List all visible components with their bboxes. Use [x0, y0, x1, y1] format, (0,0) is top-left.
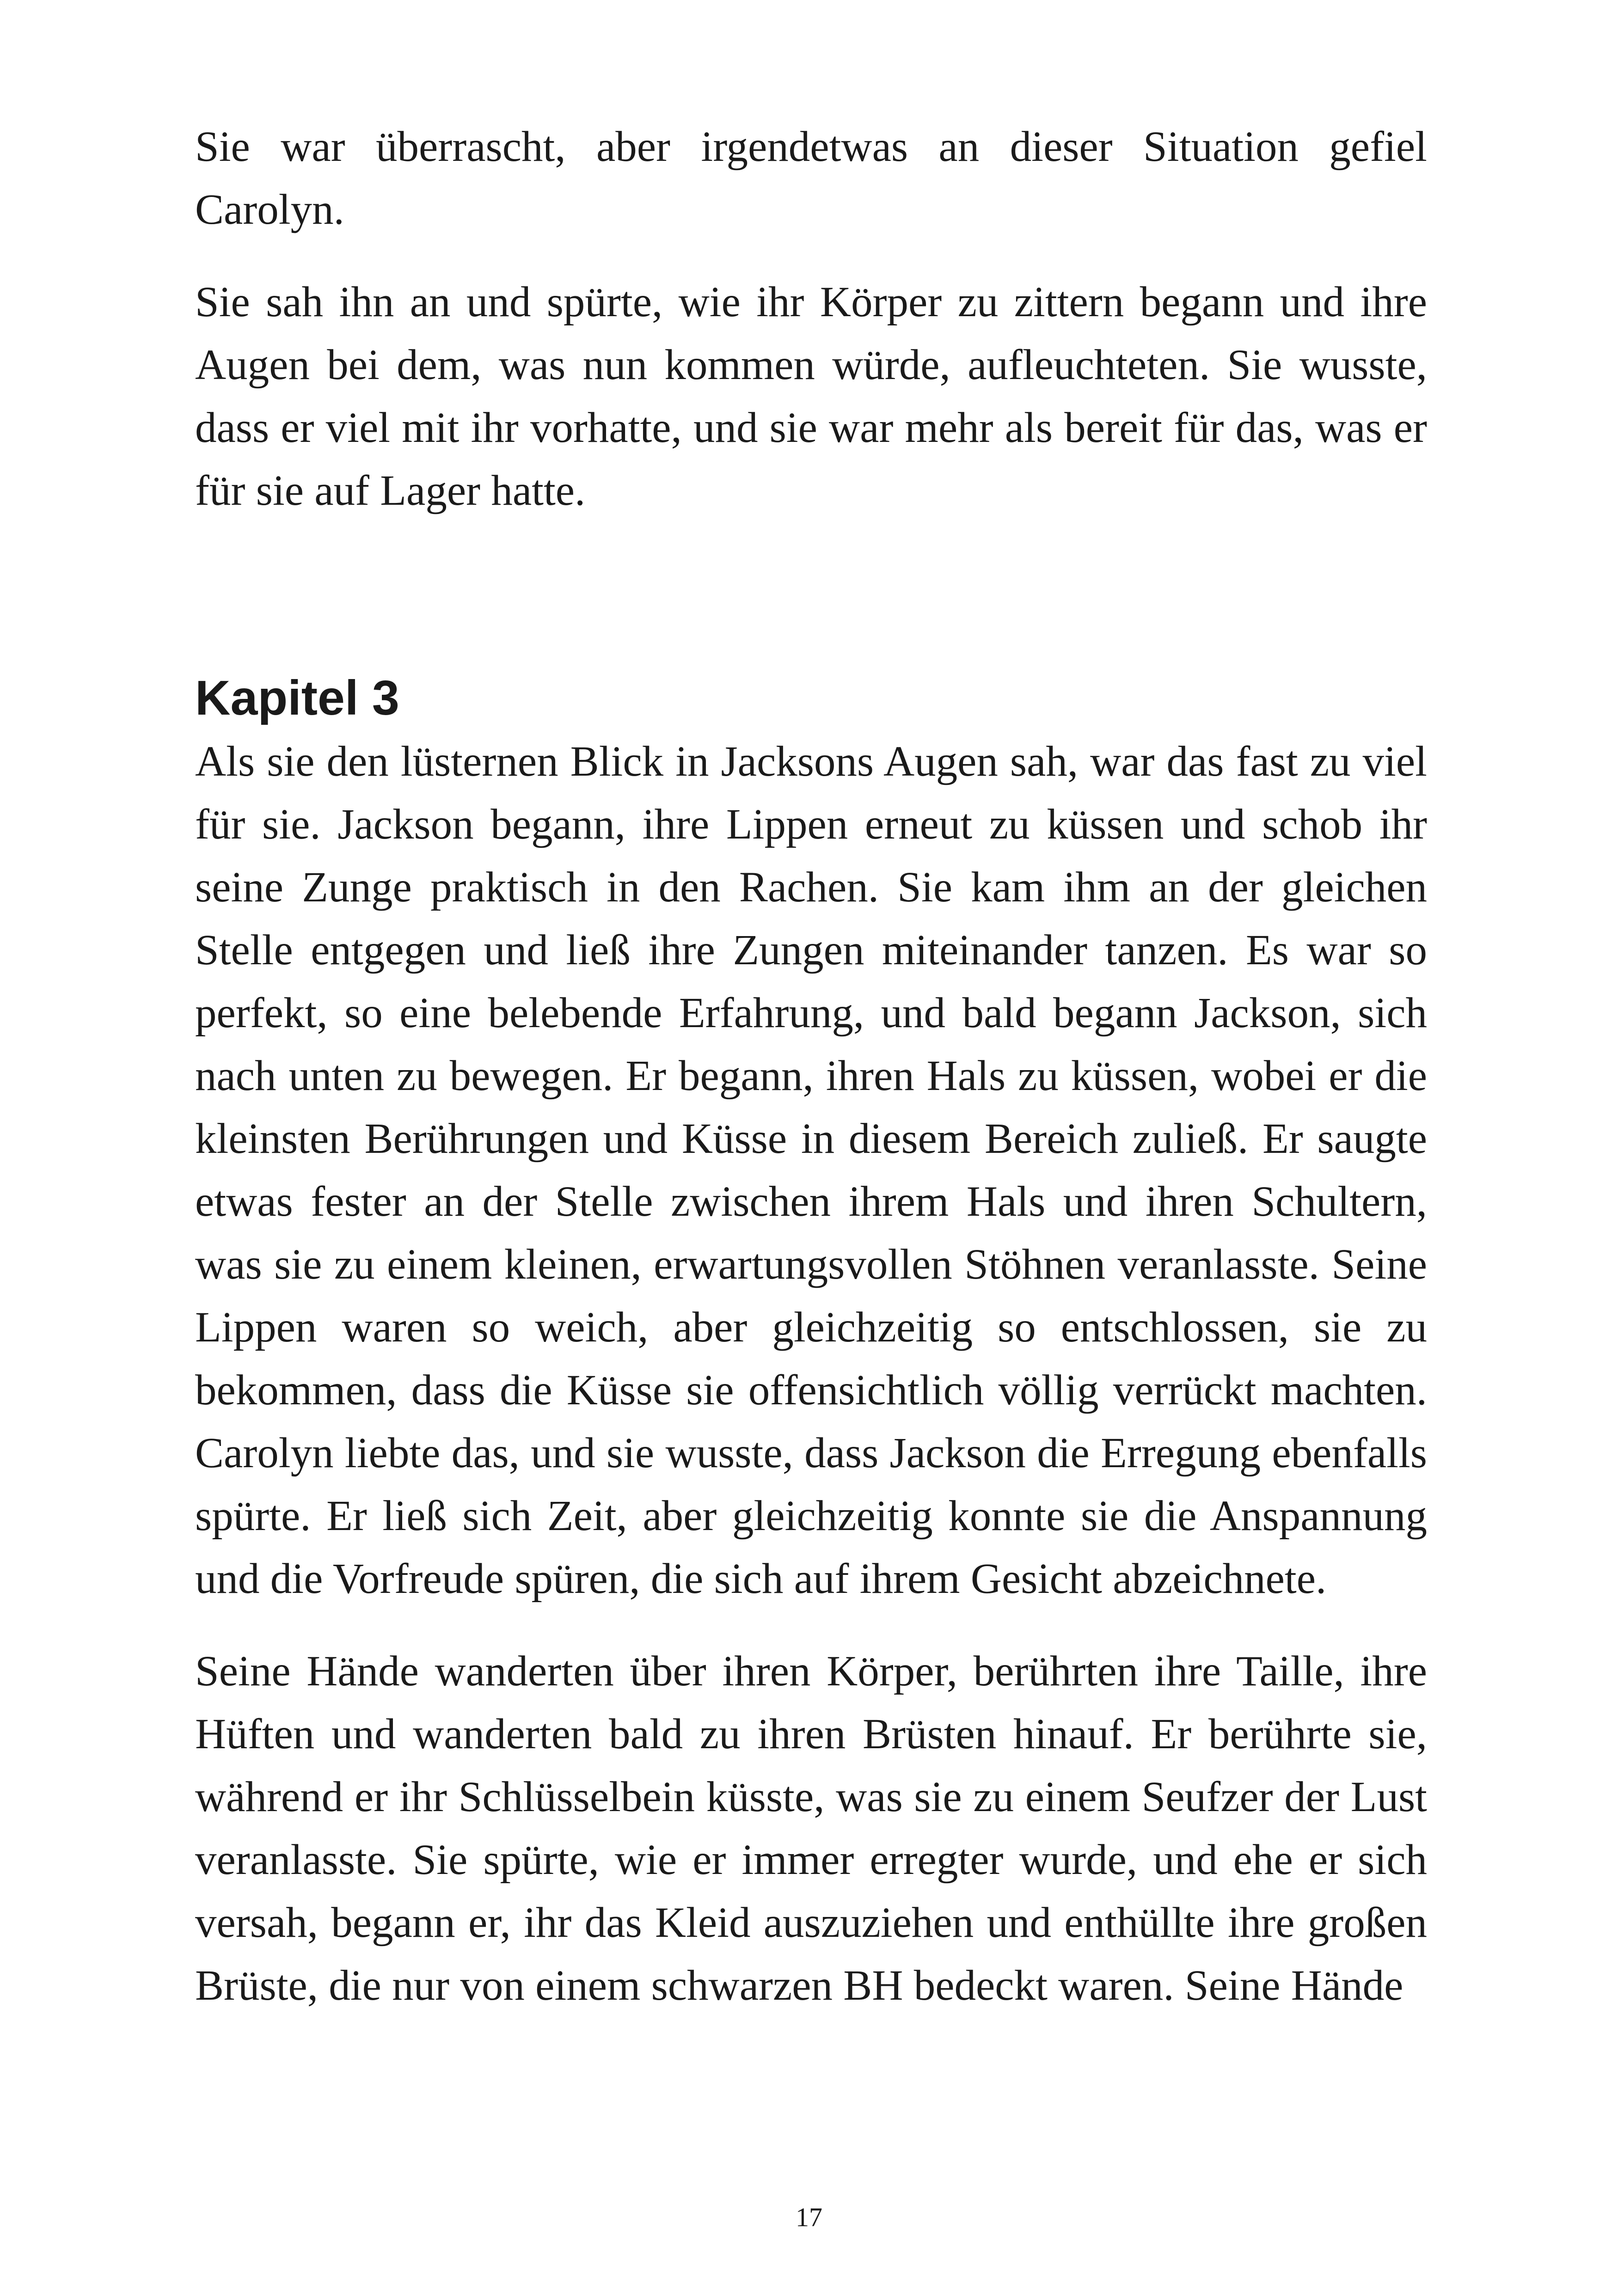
paragraph-1: Sie war überrascht, aber irgendetwas an dieser Situation gefiel Carolyn.: [195, 123, 1427, 233]
page-number: 17: [796, 2202, 822, 2232]
paragraph-4: Seine Hände wanderten über ihren Körper, berührten ihre Taille, ihre Hüften und wanderten bald zu ihren Brüsten hinauf. Er berührte sie, während er ihr Schlüsselbein küsste, was sie zu einem Seufzer der Lust veranlasste. Sie spürte, wie er immer erregter wurde, und ehe er sich versah, begann er, ihr das Kleid auszuziehen und enthüllte ihre großen Brüste, die nur von einem schwarzen BH bedeckt waren. Seine Hände: [195, 1647, 1427, 2009]
paragraph-2: Sie sah ihn an und spürte, wie ihr Körper zu zittern begann und ihre Augen bei dem, was nun kommen würde, aufleuchteten. Sie wusste, dass er viel mit ihr vorhatte, und sie war mehr als bereit für das, was er für sie auf Lager hatte.: [195, 278, 1427, 514]
page-body: [195, 116, 1427, 2017]
chapter-heading: Kapitel 3: [195, 671, 399, 725]
paragraph-3: Als sie den lüsternen Blick in Jacksons Augen sah, war das fast zu viel für sie. Jackson begann, ihre Lippen erneut zu küssen und schob ihr seine Zunge praktisch in den Rachen. Sie kam ihm an der gleichen Stelle entgegen und ließ ihre Zungen miteinander tanzen. Es war so perfekt, so eine belebende Erfahrung, und bald begann Jackson, sich nach unten zu bewegen. Er begann, ihren Hals zu küssen, wobei er die kleinsten Berührungen und Küsse in diesem Bereich zuließ. Er saugte etwas fester an der Stelle zwischen ihrem Hals und ihren Schultern, was sie zu einem kleinen, erwartungsvollen Stöhnen veranlasste. Seine Lippen waren so weich, aber gleichzeitig so entschlossen, sie zu bekommen, dass die Küsse sie offensichtlich völlig verrückt machten. Carolyn liebte das, und sie wusste, dass Jackson die Erregung ebenfalls spürte. Er ließ sich Zeit, aber gleichzeitig konnte sie die Anspannung und die Vorfreude spüren, die sich auf ihrem Gesicht abzeichnete.: [195, 738, 1427, 1603]
